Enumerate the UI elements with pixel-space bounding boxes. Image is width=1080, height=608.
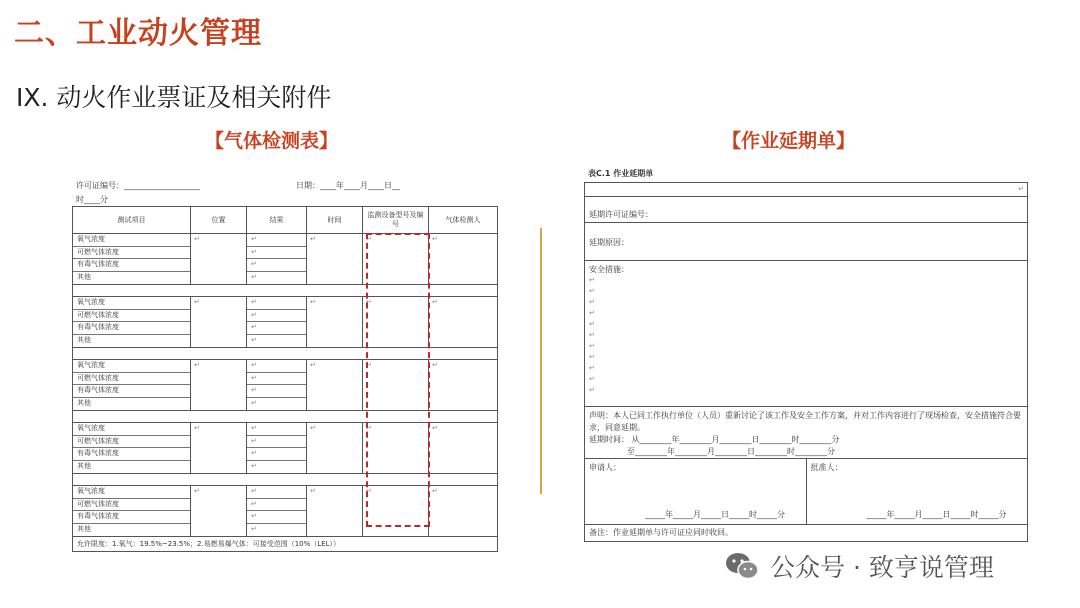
cell-mark: ↵: [310, 487, 316, 495]
approver-cell: [807, 459, 1028, 524]
extension-period-to: 至________年________月________日________时________分: [627, 447, 835, 456]
result-cell: ↵: [251, 272, 257, 281]
gas-group-cell: [429, 486, 497, 536]
gas-item-label: 可燃气体浓度: [73, 436, 190, 449]
gas-item-label: 可燃气体浓度: [73, 499, 190, 512]
gas-table-header-row: [73, 207, 497, 234]
gas-test-group: [73, 360, 497, 411]
header-tester: 气体检测人: [445, 215, 481, 224]
extension-row-note: [585, 525, 1027, 541]
safety-measures-label: 安全措施：: [589, 265, 629, 274]
cell-mark: ↵: [194, 361, 200, 369]
blank-line-mark: ↵: [589, 320, 595, 328]
result-cell: ↵: [251, 524, 257, 533]
header-time: 时间: [307, 207, 363, 233]
result-cell: ↵: [247, 385, 306, 398]
gas-group-cell: [191, 360, 247, 410]
result-cell: ↵: [247, 297, 306, 310]
gas-group-gap: [73, 474, 497, 486]
cell-mark: ↵: [194, 298, 200, 306]
gas-item-label: 有毒气体浓度: [73, 448, 190, 461]
blank-line-mark: ↵: [589, 298, 595, 306]
extension-period-from: 延期时间： 从________年________月________日________时________分: [589, 435, 840, 444]
gas-detection-form: [72, 176, 500, 552]
extension-table: [584, 182, 1028, 542]
cell-mark: ↵: [310, 424, 316, 432]
time-line: 时____分: [76, 195, 108, 204]
gas-group-gap: [73, 348, 497, 360]
blank-line-mark: ↵: [589, 309, 595, 317]
gas-group-cell: [191, 234, 247, 284]
gas-table-body: [73, 234, 497, 537]
cell-mark: ↵: [194, 235, 200, 243]
blank-line-mark: ↵: [589, 386, 595, 394]
gas-item-label: 有毒气体浓度: [73, 511, 190, 524]
gas-item-label: 氧气浓度: [73, 234, 190, 247]
measures-blank-lines: [589, 275, 1023, 396]
gas-item-label: 其他: [77, 524, 91, 533]
result-cell: ↵: [247, 234, 306, 247]
blank-line-mark: ↵: [589, 342, 595, 350]
gas-group-gap: [73, 285, 497, 297]
gas-group-cell: [307, 486, 363, 536]
extension-row-reason: [585, 223, 1027, 261]
gas-item-label: 氧气浓度: [73, 423, 190, 436]
declaration-text: 声明：本人已同工作执行单位（人员）重新讨论了该工作及安全工作方案，并对工作内容进行了现场检查，安全措施符合要求，同意延期。: [589, 411, 1021, 432]
result-cell: ↵: [251, 461, 257, 470]
cell-mark: ↵: [310, 361, 316, 369]
extension-row-signatures: [585, 459, 1027, 525]
gas-item-label: 氧气浓度: [73, 360, 190, 373]
result-cell: ↵: [247, 511, 306, 524]
cell-mark: ↵: [366, 298, 372, 306]
header-result: 结果: [247, 207, 307, 233]
blank-line-mark: ↵: [589, 331, 595, 339]
extension-row-blank: ↵: [585, 183, 1027, 197]
extension-row-declaration: [585, 407, 1027, 459]
gas-form-caption: 【气体检测表】: [205, 130, 339, 152]
result-cell: ↵: [247, 360, 306, 373]
header-test-item: 测试项目: [73, 207, 191, 233]
applicant-sign-date: _____年_____月_____日_____时_____分: [645, 510, 785, 519]
gas-group-cell: [191, 297, 247, 347]
gas-item-label: 可燃气体浓度: [73, 373, 190, 386]
result-cell: ↵: [247, 247, 306, 260]
cell-mark: ↵: [366, 487, 372, 495]
gas-test-group: [73, 423, 497, 474]
cell-mark: ↵: [366, 235, 372, 243]
result-cell: ↵: [247, 322, 306, 335]
wechat-icon: [724, 551, 760, 581]
watermark-text: 公众号 · 致亨说管理: [770, 553, 994, 582]
cell-mark: ↵: [432, 298, 438, 306]
gas-group-cell: [429, 234, 497, 284]
gas-item-label: 其他: [77, 272, 91, 281]
result-cell: ↵: [247, 259, 306, 272]
gas-group-cell: [307, 234, 363, 284]
highlight-dashed-box: [366, 233, 430, 527]
gas-group-gap: [73, 411, 497, 423]
gas-group-cell: [429, 423, 497, 473]
section-subtitle: IX. 动火作业票证及相关附件: [16, 83, 332, 112]
result-cell: ↵: [247, 310, 306, 323]
extension-reason-label: 延期原因：: [589, 238, 629, 247]
gas-item-label: 其他: [77, 335, 91, 344]
cell-mark: ↵: [432, 361, 438, 369]
extension-form: [584, 166, 1030, 542]
result-cell: ↵: [247, 373, 306, 386]
gas-group-cell: [73, 297, 191, 347]
cell-mark: ↵: [432, 487, 438, 495]
gas-group-cell: [307, 423, 363, 473]
cell-mark: ↵: [432, 235, 438, 243]
extension-row-permit: [585, 197, 1027, 223]
approver-label: 批准人：: [810, 463, 843, 472]
blank-line-mark: ↵: [589, 353, 595, 361]
gas-table-footer: 允许限度：1.氧气：19.5%~23.5%；2.易燃易爆气体：可接受范围（10%（LEL））: [77, 540, 340, 548]
gas-group-cell: [191, 486, 247, 536]
cell-mark: ↵: [432, 424, 438, 432]
result-cell: ↵: [247, 499, 306, 512]
extension-row-measures: [585, 261, 1027, 407]
gas-item-label: 氧气浓度: [73, 486, 190, 499]
gas-test-group: [73, 297, 497, 348]
date-line: 日期：____年____月____日__: [296, 181, 400, 190]
extension-table-title: 表C.1 作业延期单: [588, 169, 654, 178]
blank-line-mark: ↵: [589, 375, 595, 383]
gas-group-cell: [429, 360, 497, 410]
gas-group-cell: [73, 423, 191, 473]
header-device: 监测设备型号及编号: [363, 207, 429, 233]
blank-line-mark: ↵: [589, 364, 595, 372]
result-cell: ↵: [247, 486, 306, 499]
gas-item-label: 有毒气体浓度: [73, 385, 190, 398]
gas-item-label: 有毒气体浓度: [73, 259, 190, 272]
cell-mark: ↵: [310, 235, 316, 243]
gas-group-cell: [247, 360, 307, 410]
slide-title: 二、工业动火管理: [14, 16, 262, 51]
gas-test-group: [73, 486, 497, 537]
gas-group-cell: [307, 297, 363, 347]
blank-line-mark: ↵: [589, 287, 595, 295]
result-cell: ↵: [251, 398, 257, 407]
gas-item-label: 其他: [77, 461, 91, 470]
gas-item-label: 其他: [77, 398, 91, 407]
gas-test-group: [73, 234, 497, 285]
gas-item-label: 可燃气体浓度: [73, 310, 190, 323]
gas-group-cell: [247, 234, 307, 284]
gas-form-header: [72, 176, 500, 206]
gas-group-cell: [307, 360, 363, 410]
cell-mark: ↵: [194, 424, 200, 432]
gas-item-label: 有毒气体浓度: [73, 322, 190, 335]
applicant-label: 申请人：: [589, 463, 621, 472]
gas-group-cell: [191, 423, 247, 473]
watermark: [724, 548, 994, 584]
permit-number-line: 许可证编号：___________________: [76, 181, 200, 190]
extension-form-caption: 【作业延期单】: [722, 130, 856, 152]
gas-group-cell: [247, 486, 307, 536]
extension-note: 备注：作业延期单与许可证应同时收回。: [589, 528, 733, 537]
header-location: 位置: [191, 207, 247, 233]
extension-permit-label: 延期许可证编号：: [589, 210, 653, 219]
cell-mark: ↵: [194, 487, 200, 495]
gas-group-cell: [73, 486, 191, 536]
result-cell: ↵: [247, 448, 306, 461]
gas-group-cell: [73, 234, 191, 284]
cell-mark: ↵: [366, 424, 372, 432]
result-cell: ↵: [251, 335, 257, 344]
gas-item-label: 可燃气体浓度: [73, 247, 190, 260]
cell-mark: ↵: [366, 361, 372, 369]
result-cell: ↵: [247, 423, 306, 436]
gas-item-label: 氧气浓度: [73, 297, 190, 310]
approver-sign-date: _____年_____月_____日_____时_____分: [866, 510, 1007, 519]
gas-table: [72, 206, 498, 552]
applicant-cell: [585, 459, 807, 524]
cell-mark: ↵: [310, 298, 316, 306]
result-cell: ↵: [247, 436, 306, 449]
gas-group-cell: [247, 423, 307, 473]
gas-group-cell: [73, 360, 191, 410]
gas-group-cell: [247, 297, 307, 347]
gas-group-cell: [429, 297, 497, 347]
column-divider: [540, 228, 542, 494]
blank-line-mark: ↵: [589, 276, 595, 284]
